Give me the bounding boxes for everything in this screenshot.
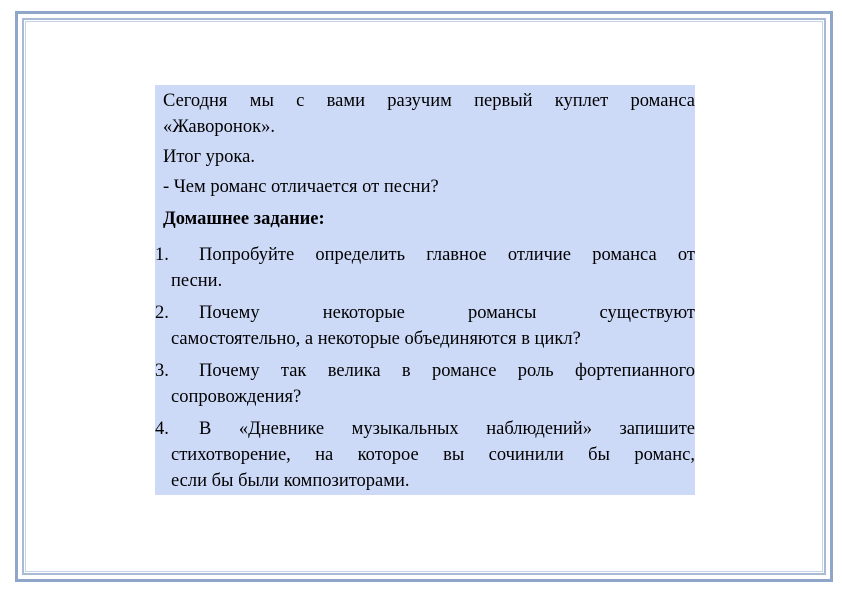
homework-item-text-line: самостоятельно, а некоторые объединяются в цикл? bbox=[171, 329, 581, 349]
homework-item-number: 4. bbox=[155, 419, 169, 439]
homework-item-text-line: Почему так велика в романсе роль фортепианного bbox=[199, 361, 695, 381]
homework-item-text-line: В «Дневнике музыкальных наблюдений» запишите bbox=[199, 419, 695, 439]
lesson-question: - Чем романс отличается от песни? bbox=[163, 177, 439, 197]
homework-item-number: 2. bbox=[155, 303, 169, 323]
homework-heading: Домашнее задание: bbox=[163, 209, 325, 229]
homework-item-number: 1. bbox=[155, 245, 169, 265]
homework-item-text-line: если бы были композиторами. bbox=[171, 471, 410, 491]
homework-item-text-line: сопровождения? bbox=[171, 387, 302, 407]
homework-item-text-line: песни. bbox=[171, 271, 223, 291]
intro-line-2: «Жаворонок». bbox=[163, 117, 275, 137]
homework-item-text-line: стихотворение, на которое вы сочинили бы романс, bbox=[171, 445, 695, 465]
intro-line-1: Сегодня мы с вами разучим первый куплет романса bbox=[163, 91, 695, 111]
homework-item-text-line: Почему некоторые романсы существуют bbox=[199, 303, 695, 323]
lesson-text-box bbox=[155, 85, 695, 495]
homework-item-text-line: Попробуйте определить главное отличие романса от bbox=[199, 245, 695, 265]
lesson-summary: Итог урока. bbox=[163, 147, 255, 167]
homework-item-number: 3. bbox=[155, 361, 169, 381]
